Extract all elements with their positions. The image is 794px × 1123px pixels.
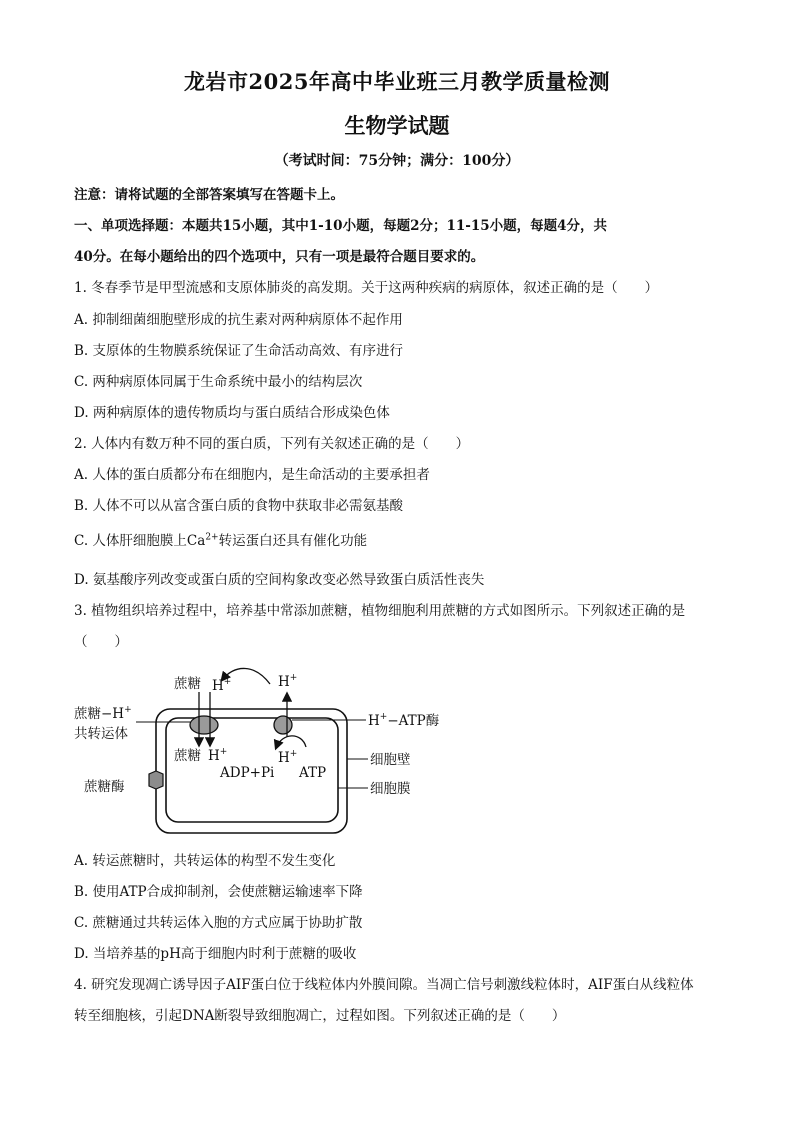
notice: 注意：请将试题的全部答案填写在答题卡上。	[74, 187, 344, 203]
cell-membrane-label: 细胞膜	[370, 781, 411, 797]
atp-label: ATP	[299, 765, 327, 781]
sucrose-transport-diagram	[70, 662, 450, 842]
cell-wall-label: 细胞壁	[370, 752, 411, 768]
atpase-label: H+−ATP酶	[368, 712, 440, 729]
q4-stem-line1: 4. 研究发现凋亡诱导因子AIF蛋白位于线粒体内外膜间隙。当凋亡信号刺激线粒体时，AIF蛋白从线粒体	[74, 977, 694, 993]
exam-subject: 生物学试题	[344, 113, 450, 138]
exam-title: 龙岩市2025年高中毕业班三月教学质量检测	[184, 69, 610, 94]
q2-option-c-sup: 2+	[205, 532, 219, 543]
q4-stem-line2: 转至细胞核，引起DNA断裂导致细胞凋亡，过程如图。下列叙述正确的是（ ）	[74, 1008, 566, 1024]
q3-stem-line2: （ ）	[74, 634, 128, 650]
sucrose-inside-label: 蔗糖	[174, 748, 201, 764]
section-heading-line1: 一、单项选择题：本题共15小题，其中1-10小题，每题2分；11-15小题，每题4分，共	[74, 218, 608, 234]
q3-option-b: B. 使用ATP合成抑制剂，会使蔗糖运输速率下降	[74, 884, 363, 900]
q1-option-b: B. 支原体的生物膜系统保证了生命活动高效、有序进行	[74, 343, 404, 359]
h-top-left-label: H+	[212, 677, 232, 694]
q2-option-a: A. 人体的蛋白质都分布在细胞内，是生命活动的主要承担者	[74, 467, 430, 483]
q2-stem: 2. 人体内有数万种不同的蛋白质，下列有关叙述正确的是（ ）	[74, 436, 470, 452]
q3-stem-line1: 3. 植物组织培养过程中，培养基中常添加蔗糖，植物细胞利用蔗糖的方式如图所示。下列叙述正确的是	[74, 603, 686, 619]
cotransporter-shape	[190, 716, 218, 734]
q1-option-c: C. 两种病原体同属于生命系统中最小的结构层次	[74, 374, 363, 390]
adp-label: ADP+Pi	[220, 765, 275, 781]
sucrose-top-label: 蔗糖	[174, 676, 201, 692]
q1-option-d: D. 两种病原体的遗传物质均与蛋白质结合形成染色体	[74, 405, 390, 421]
h-inside-right-label: H+	[278, 749, 298, 766]
q2-option-b: B. 人体不可以从富含蛋白质的食物中获取非必需氨基酸	[74, 498, 404, 514]
q1-option-a: A. 抑制细菌细胞壁形成的抗生素对两种病原体不起作用	[74, 312, 403, 328]
q2-option-c-tail: 转运蛋白还具有催化功能	[218, 533, 368, 549]
h-top-right-label: H+	[278, 673, 298, 690]
atp-hydrolysis-arrow	[276, 736, 306, 748]
q3-option-a: A. 转运蔗糖时，共转运体的构型不发生变化	[74, 853, 336, 869]
q2-option-c-head: C. 人体肝细胞膜上Ca	[74, 533, 206, 549]
cotransporter-label-line2: 共转运体	[74, 726, 128, 742]
sucrase-shape	[149, 771, 163, 789]
q2-option-c	[74, 529, 367, 549]
q3-option-d: D. 当培养基的pH高于细胞内时利于蔗糖的吸收	[74, 946, 357, 962]
sucrase-label: 蔗糖酶	[84, 779, 125, 795]
section-heading-line2: 40分。在每小题给出的四个选项中，只有一项是最符合题目要求的。	[74, 249, 485, 265]
q2-option-d: D. 氨基酸序列改变或蛋白质的空间构象改变必然导致蛋白质活性丧失	[74, 572, 485, 588]
h-inside-left-label: H+	[208, 747, 228, 764]
q3-option-c: C. 蔗糖通过共转运体入胞的方式应属于协助扩散	[74, 915, 363, 931]
q1-stem: 1. 冬春季节是甲型流感和支原体肺炎的高发期。关于这两种疾病的病原体，叙述正确的是（ ）	[74, 280, 659, 296]
exam-info: （考试时间：75分钟；满分：100分）	[274, 153, 520, 169]
atpase-shape	[274, 716, 292, 734]
cotransporter-label-line1: 蔗糖−H+	[74, 705, 132, 722]
